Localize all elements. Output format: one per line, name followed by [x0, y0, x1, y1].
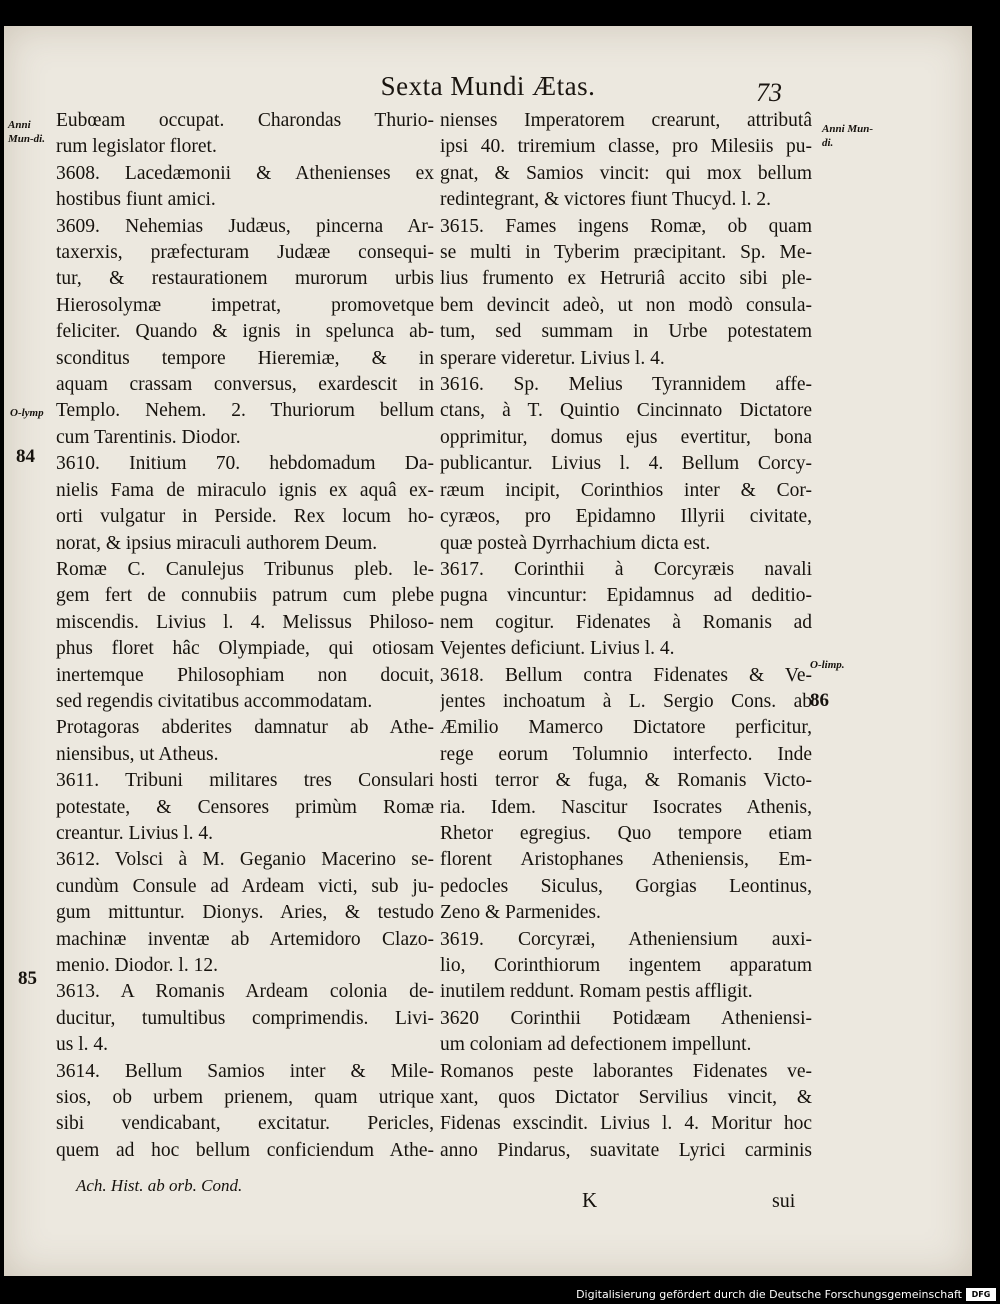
- margin-olympiad-84: 84: [16, 446, 35, 467]
- dfg-logo: DFG: [966, 1288, 996, 1301]
- text-line: sconditus tempore Hieremiæ, & in: [56, 347, 434, 369]
- text-line: Hierosolymæ impetrat, promovetque: [56, 294, 434, 316]
- text-line: pugna vincuntur: Epidamnus ad deditio-: [440, 585, 812, 607]
- text-line: ipsi 40. triremium classe, pro Milesiis pu-: [440, 136, 812, 158]
- text-line: orti vulgatur in Perside. Rex locum ho-: [56, 506, 434, 528]
- text-line: 3613. A Romanis Ardeam colonia de-: [56, 981, 434, 1003]
- text-line: lius frumento ex Hetruriâ accito sibi ple-: [440, 268, 812, 290]
- text-line: lio, Corinthiorum ingentem apparatum: [440, 955, 812, 976]
- text-line: 3609. Nehemias Judæus, pincerna Ar-: [56, 215, 434, 237]
- text-line: nem cogitur. Fidenates à Romanis ad: [440, 611, 812, 633]
- text-line: inutilem reddunt. Romam pestis affligit.: [440, 981, 753, 1003]
- text-line: florent Aristophanes Atheniensis, Em-: [440, 849, 812, 871]
- footer-bar: [0, 1285, 1000, 1304]
- text-line: ctans, à T. Quintio Cincinnato Dictatore: [440, 400, 812, 422]
- text-line: nienses Imperatorem crearunt, attributâ: [440, 110, 812, 131]
- text-line: ria. Idem. Nascitur Isocrates Athenis,: [440, 796, 812, 818]
- text-line: rege eorum Tolumnio interfecto. Inde: [440, 743, 812, 765]
- text-line: rum legislator floret.: [56, 136, 217, 158]
- custos-word: sui: [772, 1190, 796, 1212]
- text-line: 3611. Tribuni militares tres Consulari: [56, 770, 434, 792]
- text-line: norat, & ipsius miraculi authorem Deum.: [56, 532, 378, 554]
- left-column: [56, 108, 434, 1164]
- page-number: 73: [756, 78, 782, 107]
- text-line: publicantur. Livius l. 4. Bellum Corcy-: [440, 453, 812, 475]
- bottom-catchline: Ach. Hist. ab orb. Cond.: [76, 1176, 243, 1195]
- text-line: cyræos, pro Epidamno Illyrii civitate,: [440, 506, 812, 528]
- text-line: redintegrant, & victores fiunt Thucyd. l. 2.: [440, 189, 772, 211]
- text-line: potestate, & Censores primùm Romæ: [56, 796, 434, 818]
- text-line: 3612. Volsci à M. Geganio Macerino se-: [56, 849, 434, 871]
- text-line: sibi vendicabant, excitatur. Pericles,: [56, 1113, 434, 1135]
- book-page: [4, 26, 972, 1276]
- text-line: pedocles Siculus, Gorgias Leontinus,: [440, 875, 812, 897]
- text-line: sed regendis civitatibus accommodatam.: [56, 690, 373, 712]
- running-head: Sexta Mundi Ætas.: [380, 71, 596, 101]
- text-line: sios, ob urbem prienem, quam utrique: [56, 1087, 434, 1109]
- text-line: inertemque Philosophiam non docuit,: [56, 664, 434, 686]
- text-line: Romæ C. Canulejus Tribunus pleb. le-: [56, 558, 434, 580]
- text-line: us l. 4.: [56, 1034, 109, 1056]
- text-line: cum Tarentinis. Diodor.: [56, 426, 241, 448]
- text-line: Rhetor egregius. Quo tempore etiam: [440, 822, 812, 844]
- text-line: gum mittuntur. Dionys. Aries, & testudo: [56, 902, 434, 924]
- text-line: tur, & restaurationem murorum urbis: [56, 268, 434, 290]
- margin-note-anni-mundi-right: Anni Mun-di.: [822, 123, 874, 149]
- text-line: Vejentes deficiunt. Livius l. 4.: [440, 638, 675, 660]
- right-column: [440, 108, 812, 1164]
- text-line: hostibus fiunt amici.: [56, 189, 216, 211]
- text-line: 3616. Sp. Melius Tyrannidem affe-: [440, 374, 812, 396]
- text-line: ducitur, tumultibus comprimendis. Livi-: [56, 1007, 434, 1029]
- text-line: 3610. Initium 70. hebdomadum Da-: [56, 453, 434, 475]
- text-line: phus floret hâc Olympiade, qui otiosam: [56, 638, 434, 660]
- text-line: xant, quos Dictator Servilius vincit, &: [440, 1087, 812, 1109]
- text-line: 3608. Lacedæmonii & Athenienses ex: [56, 162, 434, 184]
- text-line: 3614. Bellum Samios inter & Mile-: [56, 1060, 434, 1082]
- text-line: tum, sed summam in Urbe potestatem: [440, 321, 812, 343]
- text-line: creantur. Livius l. 4.: [56, 822, 214, 844]
- text-line: niensibus, ut Atheus.: [56, 743, 219, 765]
- text-line: machinæ inventæ ab Artemidoro Clazo-: [56, 928, 434, 950]
- text-line: gnat, & Samios vincit: qui mox bellum: [440, 162, 812, 184]
- footer-credit: Digitalisierung gefördert durch die Deutsche Forschungsgemeinschaft: [576, 1288, 962, 1301]
- text-line: se multi in Tyberim præcipitant. Sp. Me-: [440, 242, 812, 264]
- text-line: Templo. Nehem. 2. Thuriorum bellum: [56, 400, 434, 422]
- text-line: opprimitur, domus ejus evertitur, bona: [440, 426, 812, 448]
- text-line: menio. Diodor. l. 12.: [56, 955, 218, 976]
- margin-olympiad-85: 85: [18, 968, 37, 989]
- text-line: feliciter. Quando & ignis in spelunca ab-: [56, 321, 434, 343]
- text-line: taxerxis, præfecturam Judææ consequi-: [56, 242, 434, 264]
- text-line: quæ posteà Dyrrhachium dicta est.: [440, 532, 711, 554]
- text-line: 3618. Bellum contra Fidenates & Ve-: [440, 664, 812, 686]
- text-line: Eubœam occupat. Charondas Thurio-: [56, 110, 434, 131]
- text-line: Protagoras abderites damnatur ab Athe-: [56, 717, 434, 739]
- text-line: Æmilio Mamerco Dictatore perficitur,: [440, 717, 812, 739]
- text-line: 3615. Fames ingens Romæ, ob quam: [440, 215, 812, 237]
- text-line: ræum incipit, Corinthios inter & Cor-: [440, 479, 812, 501]
- margin-note-olymp-left: O-lymp: [10, 407, 44, 419]
- text-line: bem devincit adeò, ut non modò consula-: [440, 294, 812, 316]
- text-line: um coloniam ad defectionem impellunt.: [440, 1034, 752, 1056]
- text-line: nielis Fama de miraculo ignis ex aquâ ex-: [56, 479, 434, 501]
- signature-mark: K: [582, 1188, 598, 1212]
- text-line: 3620 Corinthii Potidæam Atheniensi-: [440, 1007, 812, 1029]
- margin-olympiad-86: 86: [810, 690, 829, 711]
- text-line: Romanos peste laborantes Fidenates ve-: [440, 1060, 812, 1082]
- text-line: sperare videretur. Livius l. 4.: [440, 347, 665, 369]
- text-line: Fidenas exscindit. Livius l. 4. Moritur hoc: [440, 1113, 812, 1135]
- text-line: 3619. Corcyræi, Atheniensium auxi-: [440, 928, 812, 950]
- text-line: Zeno & Parmenides.: [440, 902, 601, 924]
- text-line: cundùm Consule ad Ardeam victi, sub ju-: [56, 875, 434, 897]
- text-line: hosti terror & fuga, & Romanis Victo-: [440, 770, 812, 792]
- text-line: aquam crassam conversus, exardescit in: [56, 374, 434, 396]
- text-line: 3617. Corinthii à Corcyræis navali: [440, 558, 812, 580]
- margin-note-anni-mundi-left: Anni Mun-di.: [8, 119, 45, 145]
- text-line: gem fert de connubiis patrum cum plebe: [56, 585, 434, 607]
- text-line: anno Pindarus, suavitate Lyrici carminis: [440, 1139, 812, 1161]
- margin-note-olymp-right: O-limp.: [810, 659, 845, 671]
- text-line: quem ad hoc bellum conficiendum Athe-: [56, 1139, 434, 1161]
- text-line: jentes inchoatum à L. Sergio Cons. ab: [440, 690, 812, 712]
- text-line: miscendis. Livius l. 4. Melissus Philoso-: [56, 611, 434, 633]
